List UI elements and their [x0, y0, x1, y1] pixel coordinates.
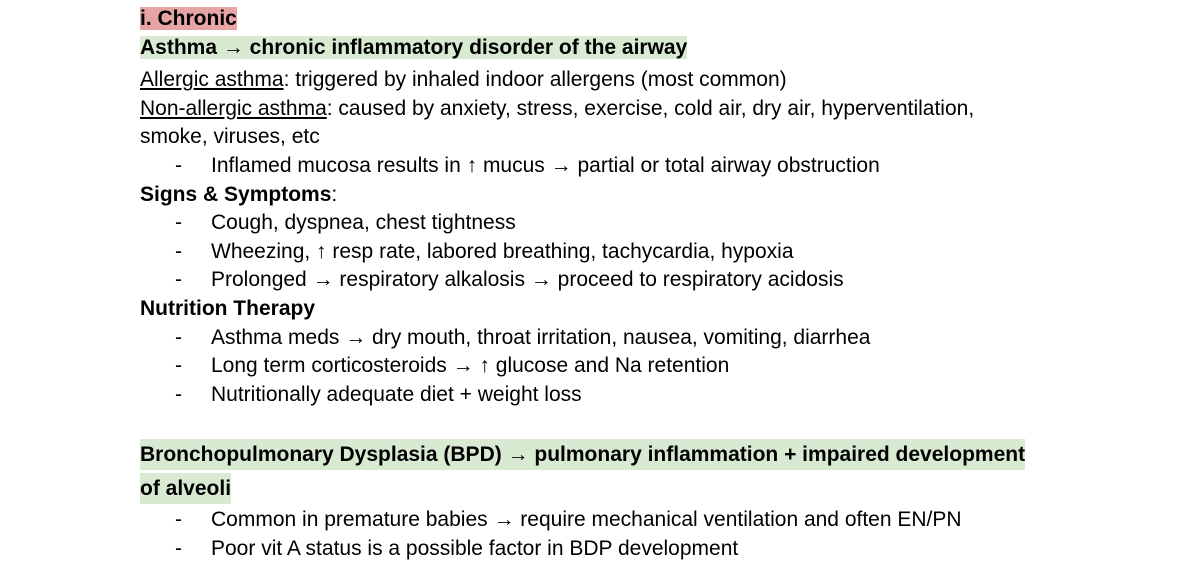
mucosa-bullet-text: Inflamed mucosa results in ↑ mucus → partial or total airway obstruction — [211, 153, 880, 177]
list-item — [140, 238, 1180, 267]
sign-item-text: Wheezing, ↑ resp rate, labored breathing, tachycardia, hypoxia — [211, 239, 794, 263]
signs-heading: Signs & Symptoms — [140, 182, 332, 206]
nutrition-heading-row — [140, 295, 1180, 324]
document-body — [140, 5, 1180, 563]
bullet-dash: - — [175, 239, 182, 263]
list-item — [140, 535, 1180, 564]
bullet-dash: - — [175, 507, 182, 531]
asthma-heading-row — [140, 34, 1180, 63]
list-item — [140, 324, 1180, 353]
sign-item-text: Prolonged → respiratory alkalosis → proceed to respiratory acidosis — [211, 268, 844, 292]
bpd-item-text: Poor vit A status is a possible factor in BDP development — [211, 536, 739, 560]
nutrition-heading: Nutrition Therapy — [140, 296, 316, 320]
signs-heading-row — [140, 181, 1180, 210]
nonallergic-asthma-line-cont — [140, 123, 1180, 152]
nonallergic-asthma-line — [140, 95, 1180, 124]
section-heading-row — [140, 5, 1180, 34]
asthma-heading: Asthma → chronic inflammatory disorder of the airway — [140, 35, 688, 59]
list-item — [140, 266, 1180, 295]
bpd-heading-row-2 — [140, 472, 1180, 506]
bullet-dash: - — [175, 211, 182, 235]
allergic-asthma-label: Allergic asthma — [140, 68, 284, 92]
bullet-dash: - — [175, 153, 182, 177]
bullet-dash: - — [175, 536, 182, 560]
allergic-asthma-text: : triggered by inhaled indoor allergens (most common) — [283, 68, 787, 92]
list-item — [140, 209, 1180, 238]
bpd-heading-line1: Bronchopulmonary Dysplasia (BPD) → pulmonary inflammation + impaired development — [140, 439, 1025, 470]
list-item — [140, 506, 1180, 535]
nonallergic-asthma-text: : caused by anxiety, stress, exercise, cold air, dry air, hyperventilation, — [326, 96, 975, 120]
nutrition-item-text: Long term corticosteroids → ↑ glucose and Na retention — [211, 354, 730, 378]
bullet-dash: - — [175, 268, 182, 292]
signs-heading-colon: : — [331, 182, 338, 206]
nutrition-item-text: Asthma meds → dry mouth, throat irritation, nausea, vomiting, diarrhea — [211, 325, 871, 349]
list-item — [140, 152, 1180, 181]
list-item — [140, 352, 1180, 381]
allergic-asthma-line — [140, 66, 1180, 95]
bullet-dash: - — [175, 354, 182, 378]
bpd-heading-line2: of alveoli — [140, 473, 231, 504]
bpd-item-text: Common in premature babies → require mechanical ventilation and often EN/PN — [211, 507, 962, 531]
nutrition-item-text: Nutritionally adequate diet + weight loss — [211, 382, 582, 406]
nonallergic-asthma-label: Non-allergic asthma — [140, 96, 327, 120]
paragraph-gap — [140, 409, 1180, 438]
nonallergic-asthma-text-cont: smoke, viruses, etc — [140, 125, 320, 149]
bpd-heading-row-1 — [140, 438, 1180, 472]
sign-item-text: Cough, dyspnea, chest tightness — [211, 211, 516, 235]
bullet-dash: - — [175, 325, 182, 349]
bullet-dash: - — [175, 382, 182, 406]
section-heading: i. Chronic — [140, 7, 237, 30]
list-item — [140, 381, 1180, 410]
